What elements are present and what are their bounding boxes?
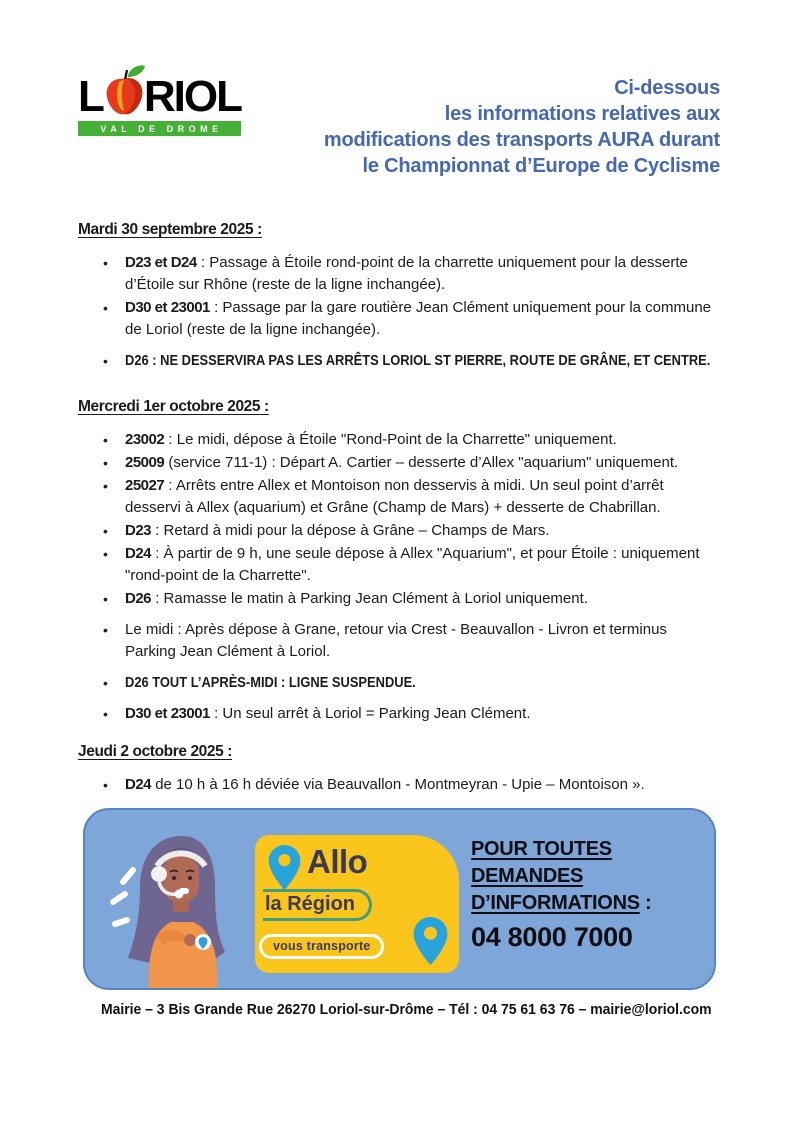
list-item [78,475,720,519]
item-text: de 10 h à 16 h déviée via Beauvallon - Montmeyran - Upie – Montoison ». [151,776,645,793]
list-item [78,703,720,725]
info-line: DEMANDES [471,865,584,887]
logo-letter-l: L [78,72,103,121]
section-mercredi [78,398,720,725]
section-heading: Jeudi 2 octobre 2025 : [78,743,233,760]
info-line: D’INFORMATIONS : [471,892,652,914]
list-item [78,588,720,610]
loriol-logo [78,72,250,136]
list-item [78,520,720,542]
item-bold: D30 et 23001 [125,299,210,316]
footer-contact [78,1001,720,1018]
item-text: : Arrêts entre Allex et Montoison non desservis à midi. Un seul point d’arrêt desservi à Allex (aquarium) et Grâne (Champ de Mars) + desserte de Chabrillan. [125,477,664,516]
logo-letters-riol: RIOL [143,72,241,121]
item-text: : Passage par la gare routière Jean Clément uniquement pour la commune de Loriol (reste de la ligne inchangée). [125,299,712,338]
header [78,72,720,179]
section-heading: Mercredi 1er octobre 2025 : [78,398,269,415]
item-bold: D24 [125,545,152,562]
location-pin-icon [413,917,448,965]
section-heading: Mardi 30 septembre 2025 : [78,221,262,238]
list-item [78,429,720,451]
call-center-agent-illustration [93,820,271,990]
list-item [78,619,720,663]
item-bold: D26 TOUT L’APRÈS-MIDI : LIGNE SUSPENDUE. [125,674,416,691]
location-pin-icon [268,845,301,890]
item-text: : Le midi, dépose à Étoile "Rond-Point de la Charrette" uniquement. [164,431,617,448]
allo-title: Allo [307,843,368,880]
info-colon: : [639,892,652,914]
item-bold: 25027 [125,477,165,494]
list-item [78,350,720,372]
item-bold: D30 et 23001 [125,705,210,722]
footer-text: Mairie – 3 Bis Grande Rue 26270 Loriol-sur-Drôme – Tél : 04 75 61 63 76 – mairie@loriol.com [100,1001,712,1018]
sound-dashes-icon [113,870,133,924]
item-text: (service 711-1) : Départ A. Cartier – desserte d’Allex "aquarium" uniquement. [164,454,679,471]
item-bold: D23 [125,522,152,539]
item-bold: D26 [125,590,152,607]
section-mardi [78,221,720,372]
item-text: : Passage à Étoile rond-point de la charrette uniquement pour la desserte d’Étoile sur Rhône (reste de la ligne inchangée). [125,254,688,293]
item-bold: D24 [125,776,152,793]
title-line: modifications des transports AURA durant [323,129,720,151]
item-bold: D26 : NE DESSERVIRA PAS LES ARRÊTS LORIOL ST PIERRE, ROUTE DE GRÂNE, ET CENTRE. [125,352,711,369]
item-bold: D23 et D24 [125,254,197,271]
list-item [78,672,720,694]
item-text: : Retard à midi pour la dépose à Grâne – Champs de Mars. [151,522,550,539]
info-block [471,836,711,953]
logo-wordmark [78,72,250,121]
info-line: POUR TOUTES [471,838,612,860]
title-line: le Championnat d’Europe de Cyclisme [362,155,720,177]
phone-number: 04 8000 7000 [471,922,633,952]
bullet-list [78,429,720,725]
list-item [78,543,720,587]
item-text: Le midi : Après dépose à Grane, retour via Crest - Beauvallon - Livron et terminus Parking Jean Clément à Loriol. [125,621,667,660]
title-line: Ci-dessous [614,77,720,99]
item-text: : Ramasse le matin à Parking Jean Clément à Loriol uniquement. [151,590,588,607]
title-line: les informations relatives aux [444,103,720,125]
bullet-list [78,252,720,372]
section-jeudi [78,743,720,796]
list-item [78,774,720,796]
bullet-list [78,774,720,796]
vous-transporte-pill: vous transporte [259,934,384,959]
item-text: : Un seul arrêt à Loriol = Parking Jean Clément. [209,705,531,722]
item-bold: 25009 [125,454,165,471]
item-bold: 23002 [125,431,165,448]
list-item [78,297,720,341]
apple-icon [101,64,147,118]
allo-region-card [255,835,459,973]
page-title [250,75,720,179]
item-text: : À partir de 9 h, une seule dépose à Allex "Aquarium", et pour Étoile : uniquement "rond-point de la Charrette". [125,545,700,584]
info-banner [83,808,716,990]
list-item [78,252,720,296]
allo-subtitle: la Région [263,889,372,921]
logo-tagline: VAL DE DROME [78,121,241,136]
list-item [78,452,720,474]
